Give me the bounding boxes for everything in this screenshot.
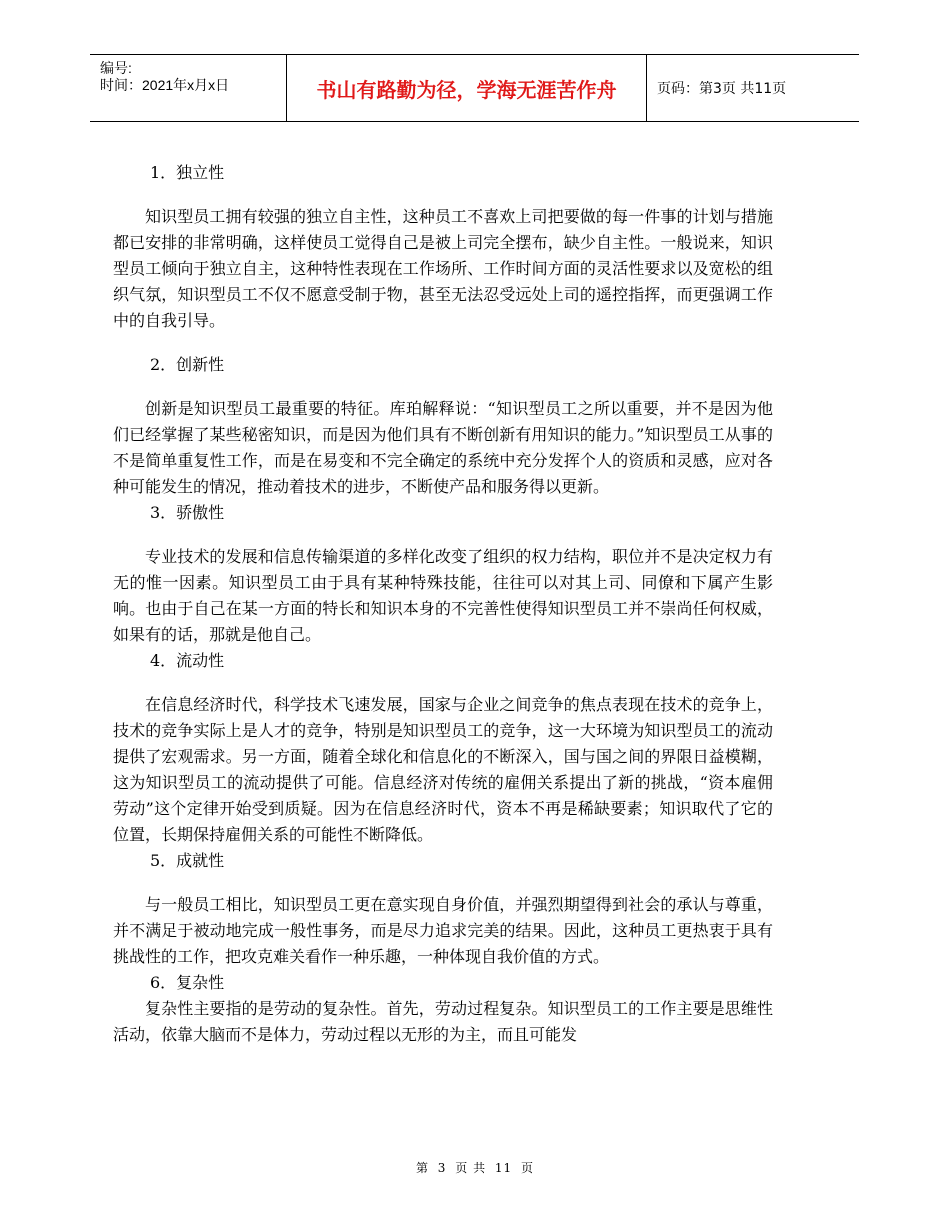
section-paragraph: 知识型员工拥有较强的独立自主性，这种员工不喜欢上司把要做的每一件事的计划与措施都已安排的非常明确，这样使员工觉得自己是被上司完全摆布，缺少自主性。一般说来，知识型员工倾向于独立自主，这种特性表现在工作场所、工作时间方面的灵活性要求以及宽松的组织气氛，知识型员工不仅不愿意受制于物，甚至无法忍受远处上司的遥控指挥，而更强调工作中的自我引导。 [113, 207, 773, 330]
section-paragraph: 创新是知识型员工最重要的特征。库珀解释说：“知识型员工之所以重要，并不是因为他们已经掌握了某些秘密知识，而是因为他们具有不断创新有用知识的能力。”知识型员工从事的不是简单重复性工作，而是在易变和不完全确定的系统中充分发挥个人的资质和灵感，应对各种可能发生的情况，推动着技术的进步，不断使产品和服务得以更新。 [113, 399, 773, 496]
document-time-label: 时间：2021年x月x日 [100, 77, 230, 93]
section-heading: 2．创新性 [150, 355, 225, 374]
page-footer [0, 1159, 950, 1176]
section-paragraph: 专业技术的发展和信息传输渠道的多样化改变了组织的权力结构，职位并不是决定权力有无的惟一因素。知识型员工由于具有某种特殊技能，往往可以对其上司、同僚和下属产生影响。也由于自己在某一方面的特长和知识本身的不完善性使得知识型员工并不崇尚任何权威，如果有的话，那就是他自己。 [113, 547, 773, 644]
header-motto: 书山有路勤为径，学海无涯苦作舟 [286, 55, 647, 121]
section-heading: 6．复杂性 [150, 973, 225, 992]
section-heading: 5．成就性 [150, 851, 225, 870]
document-body [113, 160, 773, 1048]
page-header [90, 54, 859, 122]
footer-middle: 页 共 [455, 1161, 487, 1175]
footer-prefix: 第 [415, 1161, 429, 1175]
header-meta [90, 55, 286, 121]
section-paragraph: 在信息经济时代，科学技术飞速发展，国家与企业之间竞争的焦点表现在技术的竞争上，技术的竞争实际上是人才的竞争，特别是知识型员工的竞争，这一大环境为知识型员工的流动提供了宏观需求。另一方面，随着全球化和信息化的不断深入，国与国之间的界限日益模糊，这为知识型员工的流动提供了可能。信息经济对传统的雇佣关系提出了新的挑战，“资本雇佣劳动”这个定律开始受到质疑。因为在信息经济时代，资本不再是稀缺要素；知识取代了它的位置，长期保持雇佣关系的可能性不断降低。 [113, 695, 773, 844]
document-number-label: 编号: [100, 60, 132, 76]
section-paragraph: 与一般员工相比，知识型员工更在意实现自身价值，并强烈期望得到社会的承认与尊重，并不满足于被动地完成一般性事务，而是尽力追求完美的结果。因此，这种员工更热衷于具有挑战性的工作，把攻克难关看作一种乐趣，一种体现自我价值的方式。 [113, 895, 773, 966]
footer-page-number: 3 [437, 1161, 447, 1175]
footer-suffix: 页 [521, 1161, 535, 1175]
header-page-indicator: 页码：第3页 共11页 [657, 81, 787, 97]
section-heading: 3．骄傲性 [150, 503, 225, 522]
section-paragraph: 复杂性主要指的是劳动的复杂性。首先，劳动过程复杂。知识型员工的工作主要是思维性活动，依靠大脑而不是体力，劳动过程以无形的为主，而且可能发 [113, 999, 773, 1044]
section-heading: 1．独立性 [150, 163, 225, 182]
section-heading: 4．流动性 [150, 651, 225, 670]
footer-total-pages: 11 [494, 1161, 513, 1175]
